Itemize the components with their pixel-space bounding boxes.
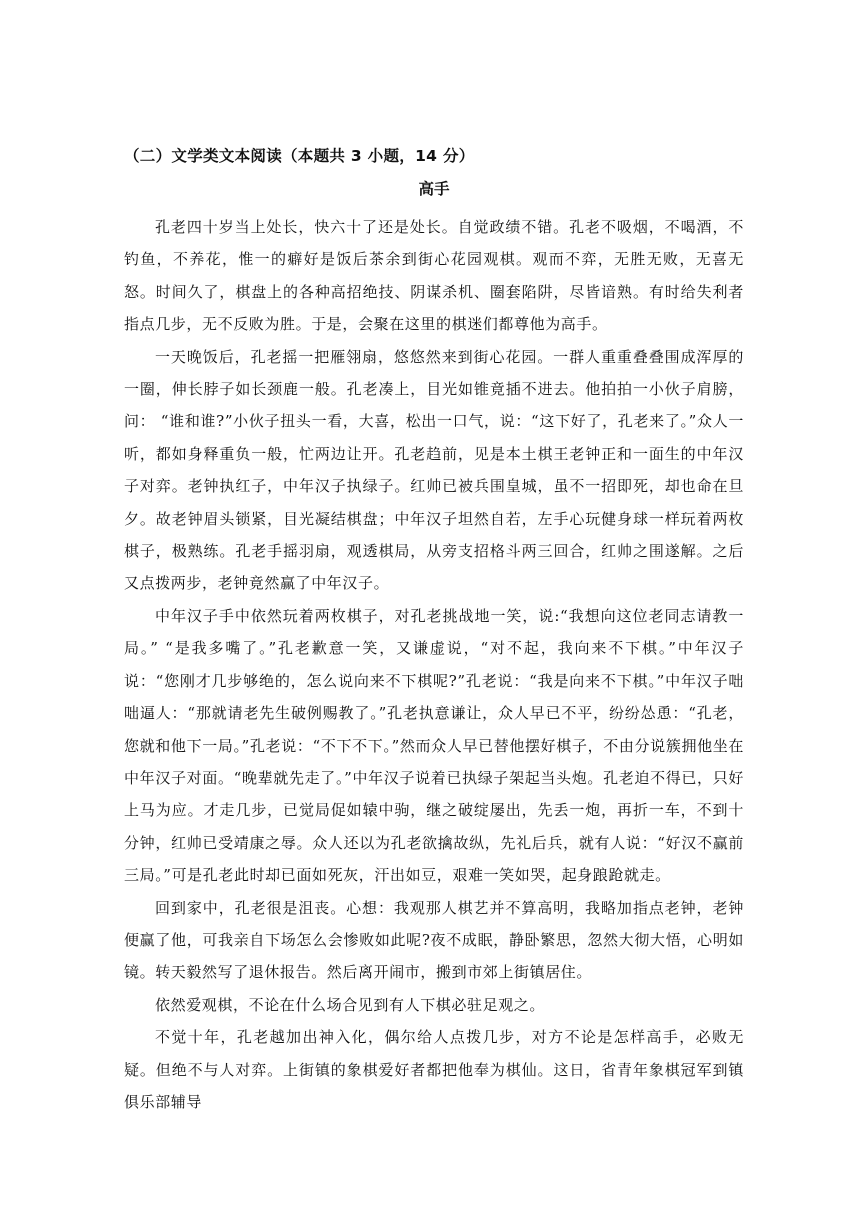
paragraph-4: 回到家中，孔老很是沮丧。心想：我观那人棋艺并不算高明，我略加指点老钟，老钟便赢了他，可我亲自下场怎么会惨败如此呢?夜不成眠，静卧繁思，忽然大彻大悟，心明如镜。转天毅然写了退休报告。然后离开闹市，搬到市郊上街镇居住。	[124, 898, 744, 982]
section-heading: （二）文学类文本阅读（本题共 3 小题，14 分）	[124, 147, 475, 165]
paragraph-1: 孔老四十岁当上处长，快六十了还是处长。自觉政绩不错。孔老不吸烟，不喝酒，不钓鱼，不养花，惟一的癖好是饭后茶余到街心花园观棋。观而不弈，无胜无败，无喜无怒。时间久了，棋盘上的各种高招绝技、阴谋杀机、圈套陷阱，尽皆谙熟。有时给失利者指点几步，无不反败为胜。于是，会聚在这里的棋迷们都尊他为高手。	[124, 218, 744, 334]
paragraph-3: 中年汉子手中依然玩着两枚棋子，对孔老挑战地一笑，说:“我想向这位老同志请教一局。” “是我多嘴了。”孔老歉意一笑，又谦虚说，“对不起，我向来不下棋。”中年汉子说：“您刚才几步够绝的，怎么说向来不下棋呢?”孔老说：“我是向来不下棋。”中年汉子咄咄逼人：“那就请老先生破例赐教了。”孔老执意谦让，众人早已不平，纷纷怂恿：“孔老，您就和他下一局。”孔老说：“不下不下。”然而众人早已替他摆好棋子，不由分说簇拥他坐在中年汉子对面。“晚辈就先走了。”中年汉子说着已执绿子架起当头炮。孔老迫不得已，只好上马为应。才走几步，已觉局促如辕中驹，继之破绽屡出，先丢一炮，再折一车，不到十分钟，红帅已受靖康之辱。众人还以为孔老欲擒故纵，先礼后兵，就有人说：“好汉不赢前三局。”可是孔老此时却已面如死灰，汗出如豆，艰难一笑如哭，起身踉跄就走。	[124, 606, 744, 885]
paragraph-5: 依然爱观棋，不论在什么场合见到有人下棋必驻足观之。	[155, 995, 546, 1014]
paragraph-2: 一天晚饭后，孔老摇一把雁翎扇，悠悠然来到街心花园。一群人重重叠叠围成浑厚的一圈，伸长脖子如长颈鹿一般。孔老凑上，目光如锥竟插不进去。他拍拍一小伙子肩膀，问： “谁和谁?”小伙子扭头一看，大喜，松出一口气，说：“这下好了，孔老来了。”众人一听，都如身释重负一般，忙两边让开。孔老趋前，见是本土棋王老钟正和一面生的中年汉子对弈。老钟执红子，中年汉子执绿子。红帅已被兵围皇城，虽不一招即死，却也命在旦夕。故老钟眉头锁紧，目光凝结棋盘；中年汉子坦然自若，左手心玩健身球一样玩着两枚棋子，极熟练。孔老手摇羽扇，观透棋局，从旁支招格斗两三回合，红帅之围遂解。之后又点拨两步，老钟竟然赢了中年汉子。	[124, 347, 744, 593]
paragraph-6: 不觉十年，孔老越加出神入化，偶尔给人点拨几步，对方不论是怎样高手，必败无疑。但绝不与人对弈。上街镇的象棋爱好者都把他奉为棋仙。这日，省青年象棋冠军到镇俱乐部辅导	[124, 1028, 744, 1111]
story-title: 高手	[418, 180, 450, 198]
story-body	[124, 211, 744, 1118]
